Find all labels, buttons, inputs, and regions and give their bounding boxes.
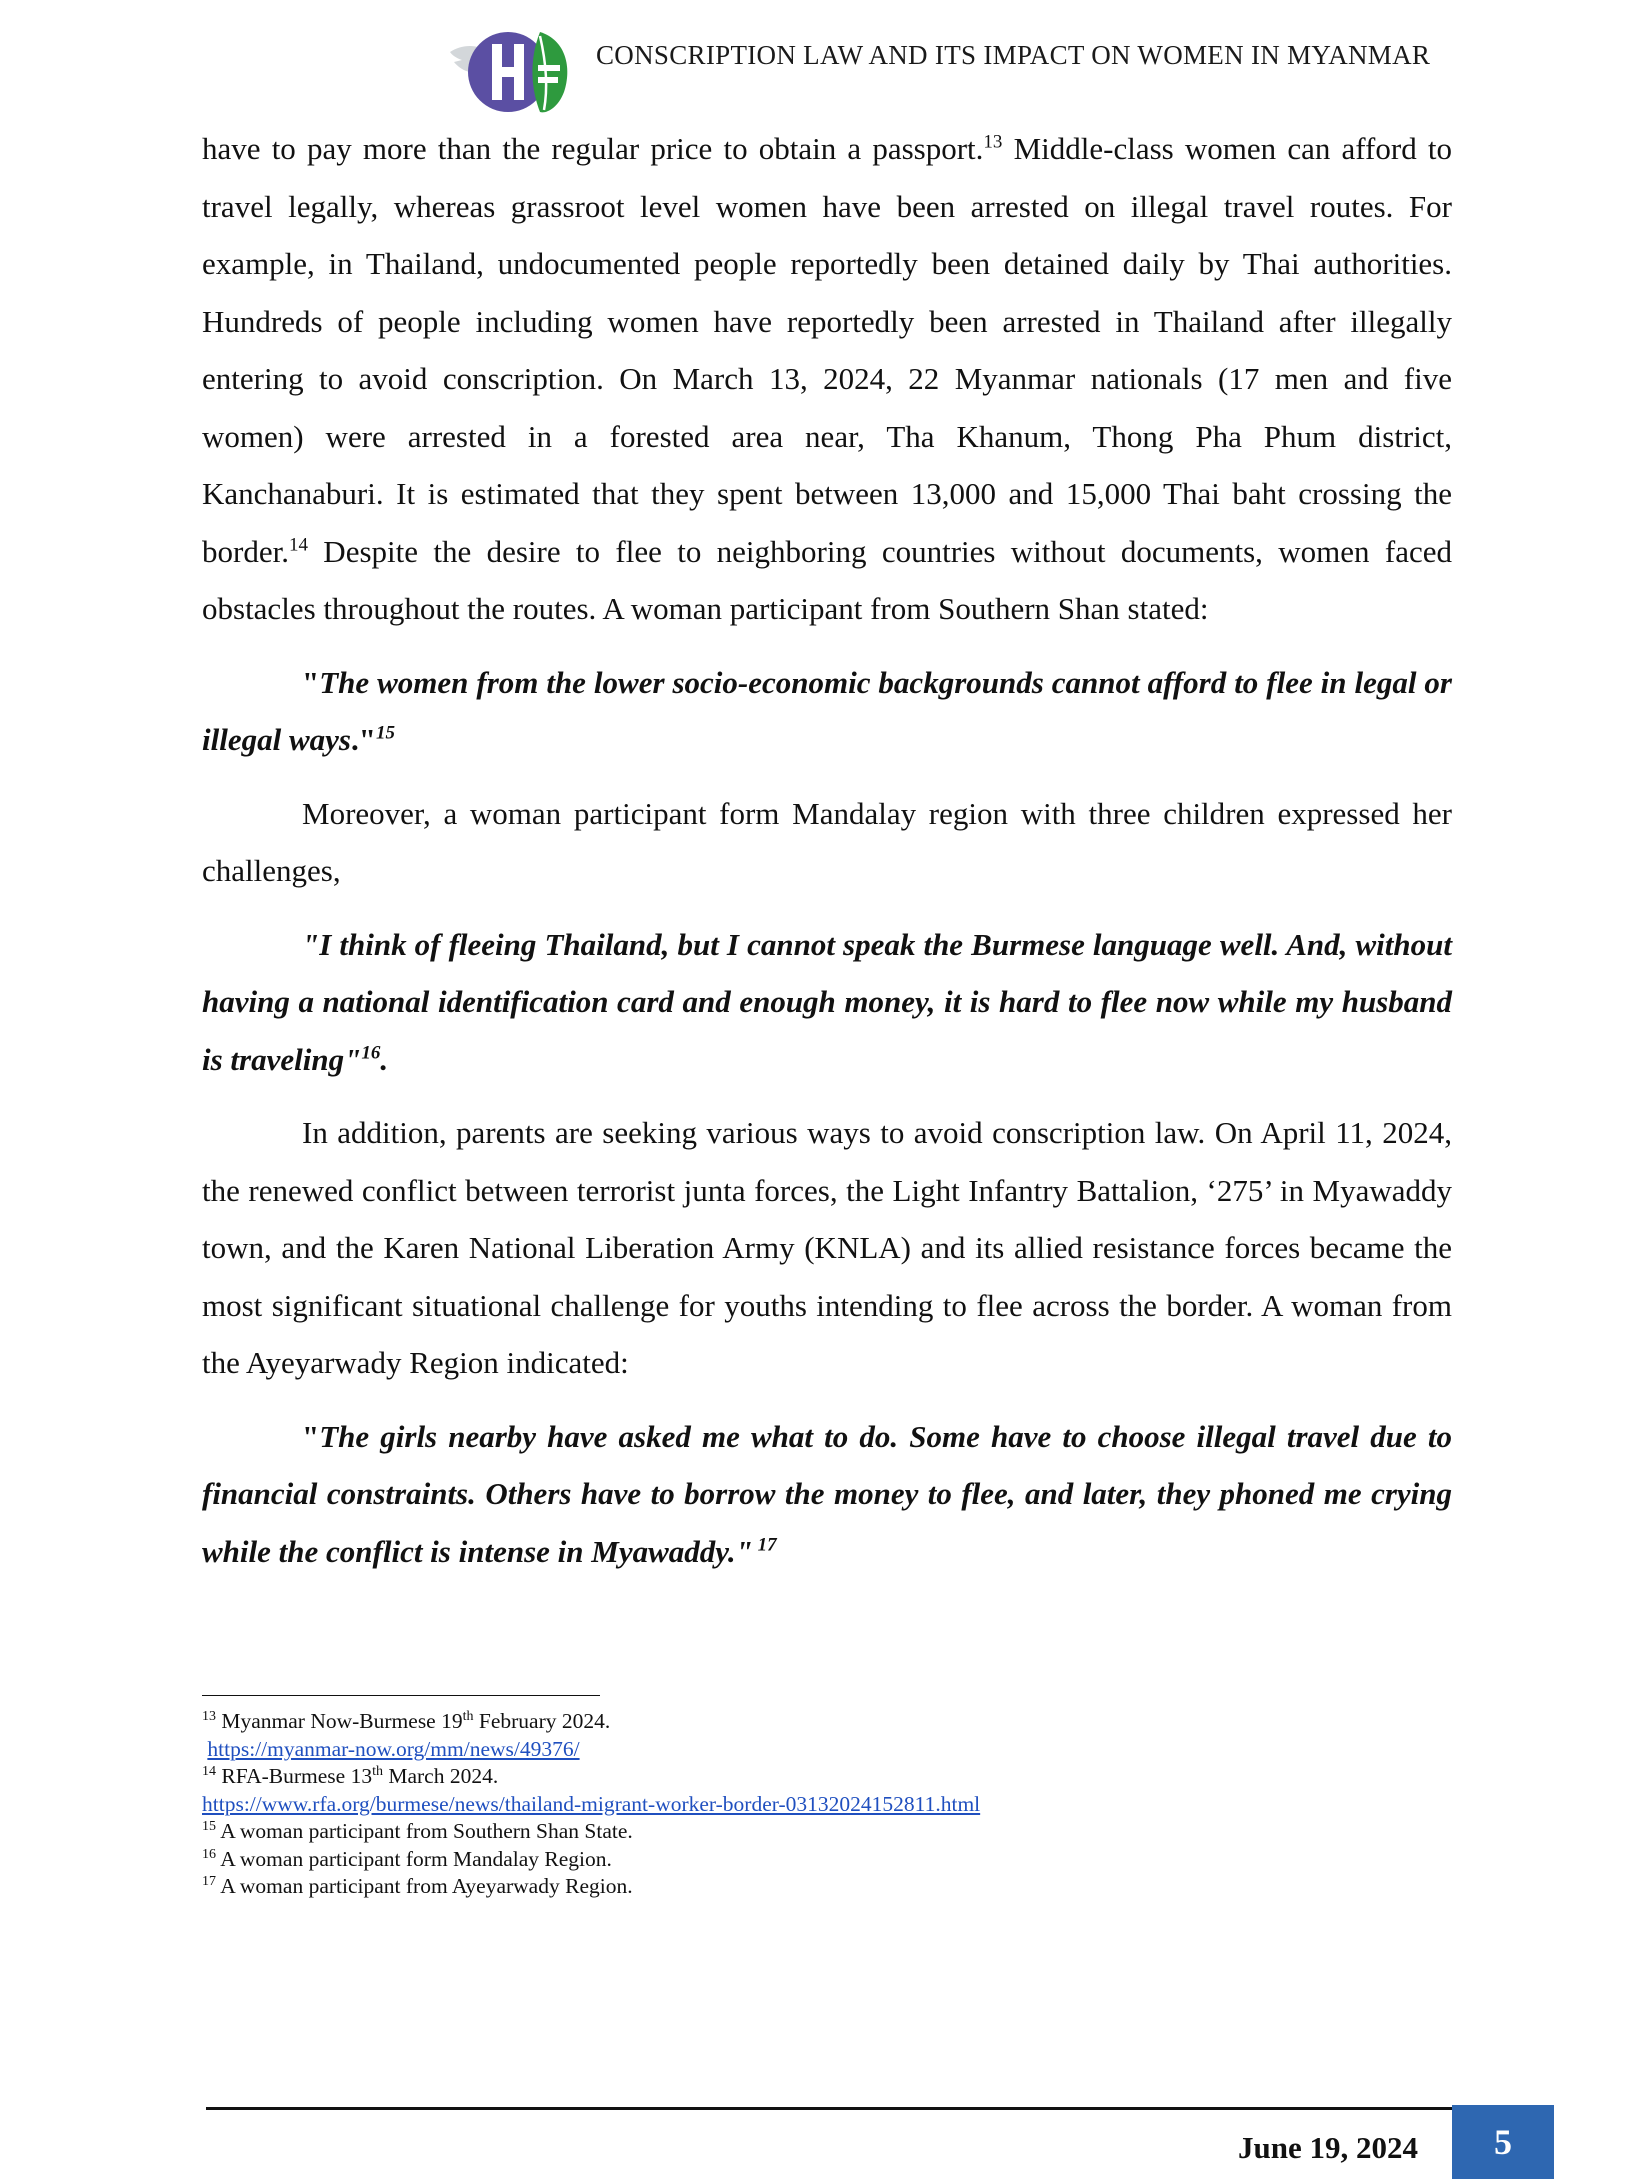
quote-block: "I think of fleeing Thailand, but I cannot speak the Burmese language well. And, without having a national identification card and enough money, it is hard to flee now while my husband is traveling"$^{16}$. xyxy=(202,926,1452,1077)
paragraph: have to pay more than the regular price to obtain a passport.$^{13}$ Middle-class women can afford to travel legally, whereas grassroot level women have been arrested on illegal travel routes. For example, in Thailand, undocumented people reportedly been detained daily by Thai authorities. Hundreds of people including women have reportedly been arrested in Thailand after illegally entering to avoid conscription. On March 13, 2024, 22 Myanmar nationals (17 men and five women) were arrested in a forested area near, Tha Khanum, Thong Pha Phum district, Kanchanaburi. It is estimated that they spent between 13,000 and 15,000 Thai baht crossing the border.$^{14}$ Despite the desire to flee to neighboring countries without documents, women faced obstacles throughout the routes. A woman participant from Southern Shan stated: xyxy=(202,131,1452,626)
footnote: $^{13}$ Myanmar Now-Burmese 19th February 2024. xyxy=(202,1708,611,1733)
footnote-ref[interactable]: 13 xyxy=(983,131,1003,153)
organization-logo-icon xyxy=(448,22,586,118)
footnote: $^{15}$ A woman participant from Southern Shan State. xyxy=(202,1818,633,1843)
body-text xyxy=(202,120,1452,1580)
footnote: $^{16}$ A woman participant form Mandalay Region. xyxy=(202,1846,612,1871)
paragraph: Moreover, a woman participant form Mandalay region with three children expressed her challenges, xyxy=(202,795,1452,888)
footnote-ref[interactable]: 16 xyxy=(361,1042,381,1064)
quote-block: "The women from the lower socio-economic backgrounds cannot afford to flee in legal or illegal ways."$^{15}$ xyxy=(202,664,1452,757)
footnote: $^{14}$ RFA-Burmese 13th March 2024. xyxy=(202,1763,499,1788)
footnote-link[interactable]: https://myanmar-now.org/mm/news/49376/ xyxy=(207,1736,580,1761)
page-number: 5 xyxy=(1452,2105,1554,2179)
document-title: CONSCRIPTION LAW AND ITS IMPACT ON WOMEN IN MYANMAR xyxy=(596,40,1431,70)
footnote-divider xyxy=(202,1695,600,1696)
page-header xyxy=(0,0,1652,130)
footnote-ref[interactable]: 15 xyxy=(375,722,395,744)
footnote-ref[interactable]: 14 xyxy=(288,534,308,556)
footer-date: June 19, 2024 xyxy=(1238,2130,1418,2165)
footnote: $^{17}$ A woman participant from Ayeyarwady Region. xyxy=(202,1873,633,1898)
quote-block: "The girls nearby have asked me what to do. Some have to choose illegal travel due to financial constraints. Others have to borrow the money to flee, and later, they phoned me crying while the conflict is intense in Myawaddy." $^{17}$ xyxy=(202,1418,1452,1569)
paragraph: In addition, parents are seeking various ways to avoid conscription law. On April 11, 2024, the renewed conflict between terrorist junta forces, the Light Infantry Battalion, ‘275’ in Myawaddy town, and the Karen National Liberation Army (KNLA) and its allied resistance forces became the most significant situational challenge for youths intending to flee across the border. A woman from the Ayeyarwady Region indicated: xyxy=(202,1115,1452,1380)
footnote-link[interactable]: https://www.rfa.org/burmese/news/thailand-migrant-worker-border-03132024152811.html xyxy=(202,1791,981,1816)
footnote-ref[interactable]: 17 xyxy=(752,1534,777,1556)
footer-divider xyxy=(206,2107,1452,2110)
footnotes xyxy=(202,1708,1402,1901)
